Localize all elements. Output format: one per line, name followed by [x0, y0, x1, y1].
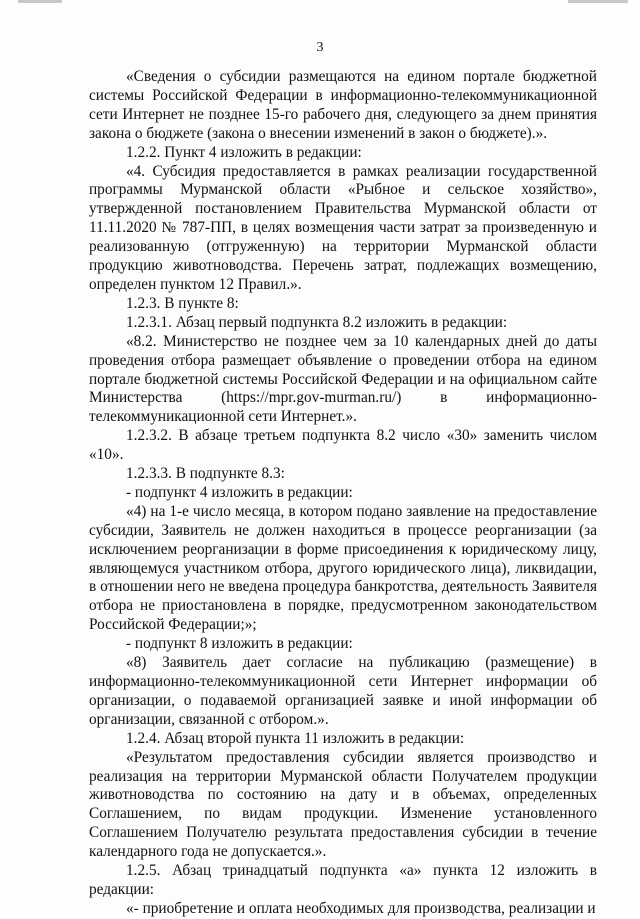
paragraph: 1.2.2. Пункт 4 изложить в редакции:	[126, 143, 362, 161]
paragraph: 1.2.3.2. В абзаце третьем подпункта 8.2 число «30» заменить числом «10».	[89, 427, 597, 464]
paragraph: - подпункт 4 изложить в редакции:	[126, 483, 353, 501]
paragraph: - подпункт 8 изложить в редакции:	[126, 635, 353, 653]
paragraph: 1.2.3.3. В подпункте 8.3:	[126, 465, 285, 483]
paragraph: 1.2.3. В пункте 8:	[126, 294, 239, 312]
paragraph: «4) на 1-е число месяца, в котором подано заявление на предоставление субсидии, Заявитель не должен находиться в процессе реорганизации (за исключением реорганизации в форме присоединения к юридическому лицу, являющемуся участником отбора, другого юридического лица), ликвидации, в отношении него не введена процедура банкротства, деятельность Заявителя отбора не приостановлена в порядке, предусмотренном законодательством Российской Федерации;»;	[89, 502, 597, 634]
scan-edge-mark	[568, 0, 628, 3]
document-body	[89, 68, 597, 919]
paragraph: 1.2.5. Абзац тринадцатый подпункта «а» пункта 12 изложить в редакции:	[89, 862, 597, 898]
paragraph: «4. Субсидия предоставляется в рамках реализации государственной программы Мурманской области «Рыбное и сельское хозяйство», утвержденной постановлением Правительства Мурманской области от 11.11.2020 № 787-ПП, в целях возмещения части затрат за произведенную и реализованную (отгруженную) на территории Мурманской области продукцию животноводства. Перечень затрат, подлежащих возмещению, определен пунктом 12 Правил.».	[89, 162, 597, 293]
paragraph: «- приобретение и оплата необходимых для производства, реализации и	[126, 899, 596, 917]
paragraph: 1.2.3.1. Абзац первый подпункта 8.2 изложить в редакции:	[126, 313, 508, 331]
scan-edge-mark	[18, 0, 62, 3]
paragraph: «Результатом предоставления субсидии является производство и реализация на территории Мурманской области Получателем продукции животноводства по состоянию на дату и в объемах, определенных Соглашением, по видам продукции. Изменение установленного Соглашением Получателю результата предоставления субсидии в течение календарного года не допускается.».	[89, 748, 597, 861]
paragraph: 1.2.4. Абзац второй пункта 11 изложить в редакции:	[126, 729, 465, 747]
paragraph: «8.2. Министерство не позднее чем за 10 календарных дней до даты проведения отбора размещает объявление о проведении отбора на едином портале бюджетной системы Российской Федерации и на официальном сайте Министерства (https://mpr.gov-murman.ru/) в информационно-телекоммуникационной сети Интернет.».	[89, 332, 597, 426]
paragraph: «8) Заявитель дает согласие на публикацию (размещение) в информационно-телекоммуникационной сети Интернет информации об организации, о подаваемой организацией заявке и иной информации об организации, связанной с отбором.».	[89, 654, 597, 728]
page-number: 3	[316, 40, 324, 55]
paragraph: «Сведения о субсидии размещаются на едином портале бюджетной системы Российской Федерации в информационно-телекоммуникационной сети Интернет не позднее 15-го рабочего дня, следующего за днем принятия закона о бюджете (закона о внесении изменений в закон о бюджете).».	[89, 68, 597, 142]
